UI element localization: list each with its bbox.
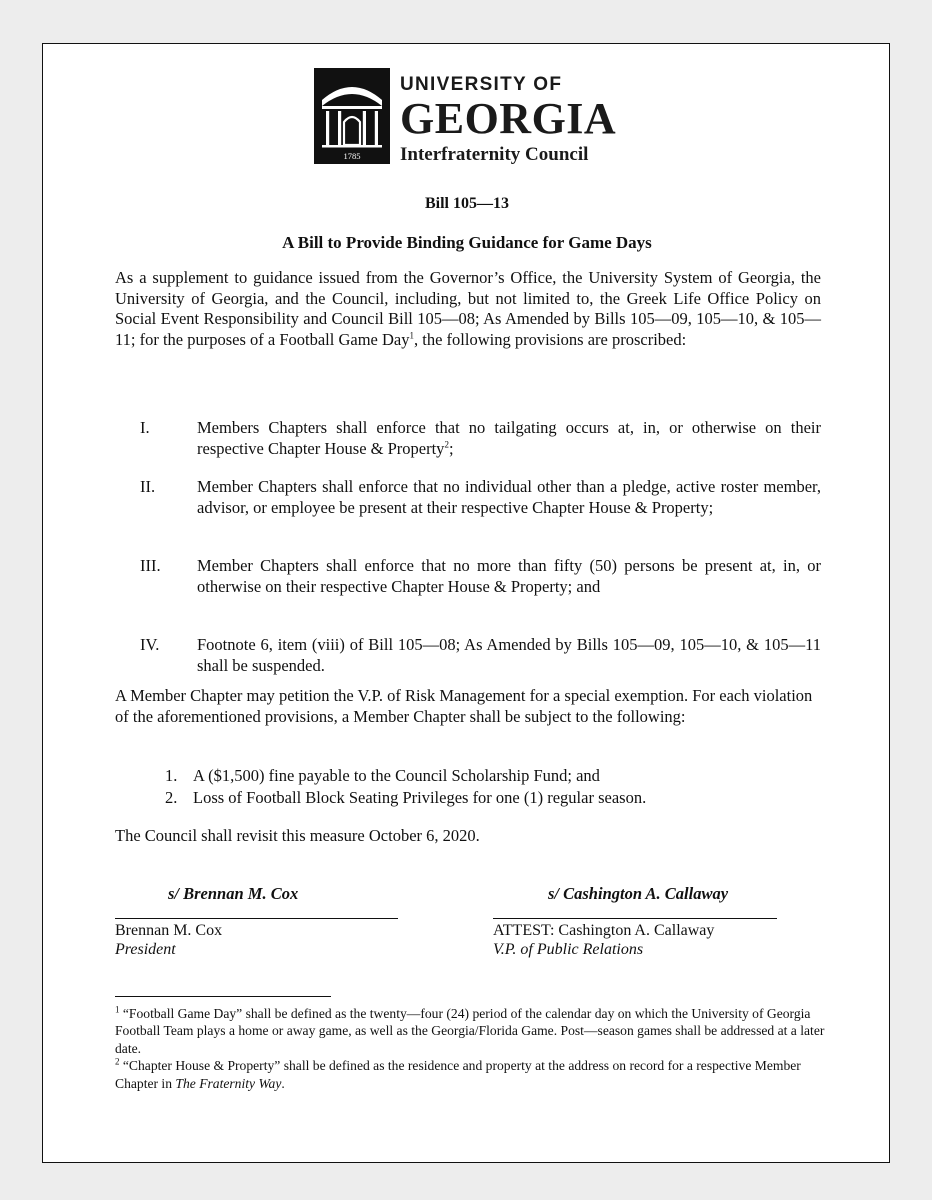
preamble: As a supplement to guidance issued from the Governor’s Office, the University System of Georgia, the University of Georgia, and the Council, including, but not limited to, the Greek Life Office Policy on Social Event Responsibility and Council Bill 105—08; As Amended by Bills 105—09, 105—10, & 105—11; for the purposes of a Football Game Day$^1$, the following provisions are proscribed: [115,268,821,349]
footnotes [115,1005,825,1092]
footnote-ref-2: 2 [444,439,449,449]
exemption-paragraph: A Member Chapter may petition the V.P. of Risk Management for a special exemption. For each violation of the aforementioned provisions, a Member Chapter shall be subject to the following: [115,686,813,726]
signer-left-title: President [115,941,176,958]
provision-text: Member Chapters shall enforce that no more than fifty (50) persons be present at, in, or otherwise on their respective Chapter House & Property; and [197,556,821,596]
bill-title: A Bill to Provide Binding Guidance for Game Days [282,233,652,252]
bill-number: Bill 105—13 [424,195,509,212]
signer-right-name: ATTEST: Cashington A. Callaway [493,922,715,939]
revisit-statement: The Council shall revisit this measure October 6, 2020. [115,826,480,845]
provision-number: I. [140,418,150,437]
provision-number: III. [140,556,161,575]
signature-line-right [493,918,777,919]
logo-year: 1785 [343,151,361,161]
logo-interfraternity-council: Interfraternity Council [400,144,589,165]
provision-number: II. [140,477,156,496]
penalty-2: 2. Loss of Football Block Seating Privileges for one (1) regular season. [165,788,647,807]
penalty-1: 1. A ($1,500) fine payable to the Council Scholarship Fund; and [165,766,600,785]
signer-left-name: Brennan M. Cox [115,922,223,939]
signer-right-title: V.P. of Public Relations [493,941,644,958]
signature-right: s/ Cashington A. Callaway [548,884,729,903]
arch-logo-icon [314,66,390,166]
footnote-ref-1: 1 [409,330,414,340]
document-page [42,43,890,1163]
signature-left: s/ Brennan M. Cox [168,884,299,903]
footnote-2: $^2$ “Chapter House & Property” shall be defined as the residence and property at the address on record for a respective Member Chapter in The Fraternity Way. [115,1056,801,1091]
provision-number: IV. [140,635,160,654]
provision-text: Member Chapters shall enforce that no individual other than a pledge, active roster member, advisor, or employee be present at their respective Chapter House & Property; [197,477,821,517]
footnote-1: $^1$ “Football Game Day” shall be defined as the twenty—four (24) period of the calendar day on which the University of Georgia Football Team plays a home or away game, as well as the Georgia/Florida Game. Post—season games shall be addressed at a later date. [115,1004,825,1056]
uga-ifc-logo [314,66,634,170]
logo-georgia: GEORGIA [400,94,617,143]
provision-text: Members Chapters shall enforce that no tailgating occurs at, in, or otherwise on their respective Chapter House & Property$^2$; [197,418,821,458]
signature-line-left [115,918,398,919]
provision-text: Footnote 6, item (viii) of Bill 105—08; As Amended by Bills 105—09, 105—10, & 105—11 shall be suspended. [197,635,821,675]
footnote-divider [115,996,331,997]
logo-university-of: UNIVERSITY OF [400,74,563,95]
